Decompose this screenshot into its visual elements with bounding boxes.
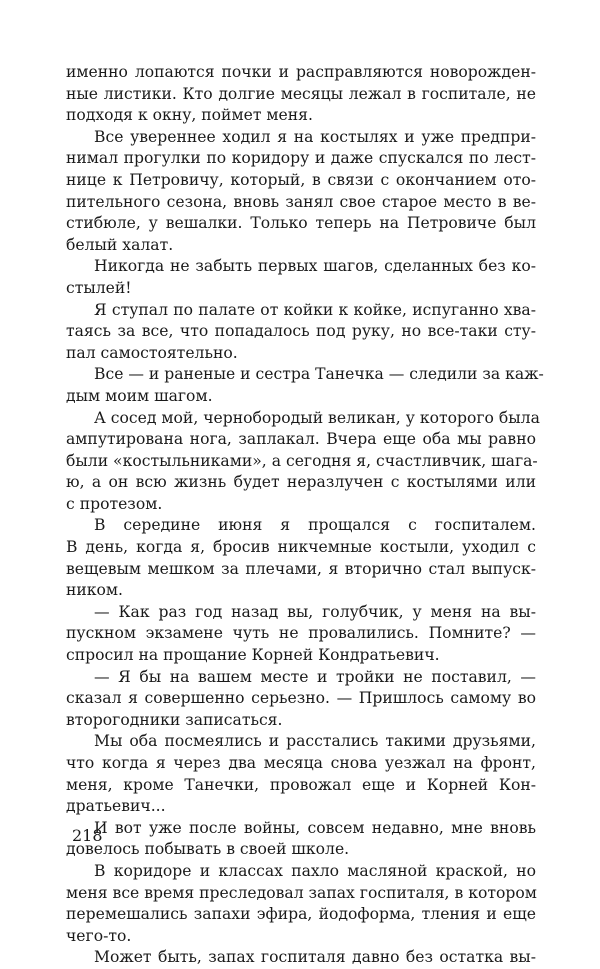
text-line: меня, кроме Танечки, провожал еще и Корней Кон-: [66, 775, 536, 794]
text-line: Может быть, запах госпиталя давно без остатка вы-: [94, 948, 536, 967]
text-line: Я ступал по палате от койки к койке, испуганно хва-: [94, 300, 536, 319]
text-line: А сосед мой, чернобородый великан, у которого была: [94, 408, 540, 427]
page-number: 218: [72, 826, 103, 845]
text-line: И вот уже после войны, совсем недавно, мне вновь: [94, 818, 536, 837]
text-line: Никогда не забыть первых шагов, сделанных без ко-: [94, 257, 536, 276]
paragraph: [66, 602, 536, 667]
text-line: вещевым мешком за плечами, я вторично стал выпуск-: [66, 559, 536, 578]
text-line: таясь за все, что попадалось под руку, но все-таки сту-: [66, 322, 536, 341]
text-line: В середине июня я прощался с госпиталем.: [94, 516, 536, 535]
text-line: пускном экзамене чуть не провалились. Помните? —: [66, 624, 536, 643]
text-line: что когда я через два месяца снова уезжал на фронт,: [66, 754, 536, 772]
text-line: с протезом.: [66, 494, 163, 513]
text-line: ные листики. Кто долгие месяцы лежал в госпитале, не: [66, 84, 536, 103]
text-line: стибюле, у вешалки. Только теперь на Петровиче был: [66, 214, 536, 233]
text-line: Мы оба посмеялись и расстались такими друзьями,: [94, 732, 536, 751]
text-line: Все увереннее ходил я на костылях и уже предпри-: [94, 127, 536, 146]
text-line: подходя к окну, поймет меня.: [66, 106, 313, 125]
paragraph: [66, 818, 536, 861]
paragraph: [66, 300, 536, 365]
paragraph: [66, 62, 536, 127]
paragraph: [66, 947, 536, 969]
text-line: нице к Петровичу, который, в связи с окончанием ото-: [66, 170, 536, 189]
text-line: спросил на прощание Корней Кондратьевич.: [66, 646, 440, 665]
paragraph: [66, 667, 536, 732]
text-line: меня все время преследовал запах госпиталя, в котором: [66, 883, 537, 902]
paragraph: [66, 408, 540, 516]
text-line: дратьевич...: [66, 797, 166, 816]
text-line: стылей!: [66, 278, 132, 297]
text-line: перемешались запахи эфира, йодоформа, тления и еще: [66, 905, 536, 924]
text-line: были «костыльниками», а сегодня я, счастливчик, шага-: [66, 451, 538, 470]
text-line: ампутирована нога, заплакал. Вчера еще оба мы равно: [66, 430, 536, 449]
text-line: пал самостоятельно.: [66, 343, 238, 362]
text-line: — Я бы на вашем месте и тройки не поставил, —: [94, 667, 536, 686]
text-line: чего-то.: [66, 926, 132, 945]
text-line: — Как раз год назад вы, голубчик, у меня на вы-: [94, 602, 536, 621]
text-line: В день, когда я, бросив никчемные костыли, уходил с: [66, 538, 536, 557]
paragraph: [66, 515, 536, 601]
text-line: белый халат.: [66, 235, 174, 254]
paragraph: [66, 364, 544, 407]
text-line: В коридоре и классах пахло масляной краской, но: [94, 861, 536, 880]
paragraph: [66, 256, 536, 299]
paragraph: [66, 127, 536, 257]
text-line: дым моим шагом.: [66, 386, 213, 405]
text-line: пительного сезона, вновь занял свое старое место в ве-: [66, 192, 536, 211]
text-line: второгодники записаться.: [66, 710, 283, 729]
text-line: именно лопаются почки и расправляются новорожден-: [66, 63, 536, 81]
page-body: [66, 62, 544, 969]
text-line: ю, а он всю жизнь будет неразлучен с костылями или: [66, 473, 536, 492]
text-line: довелось побывать в своей школе.: [66, 840, 350, 859]
text-line: Все — и раненые и сестра Танечка — следили за каж-: [94, 365, 544, 384]
paragraph: [66, 861, 536, 947]
text-line: сказал я совершенно серьезно. — Пришлось самому во: [66, 689, 536, 708]
paragraph: [66, 731, 536, 817]
text-line: ником.: [66, 581, 124, 600]
text-line: нимал прогулки по коридору и даже спускался по лест-: [66, 149, 536, 168]
